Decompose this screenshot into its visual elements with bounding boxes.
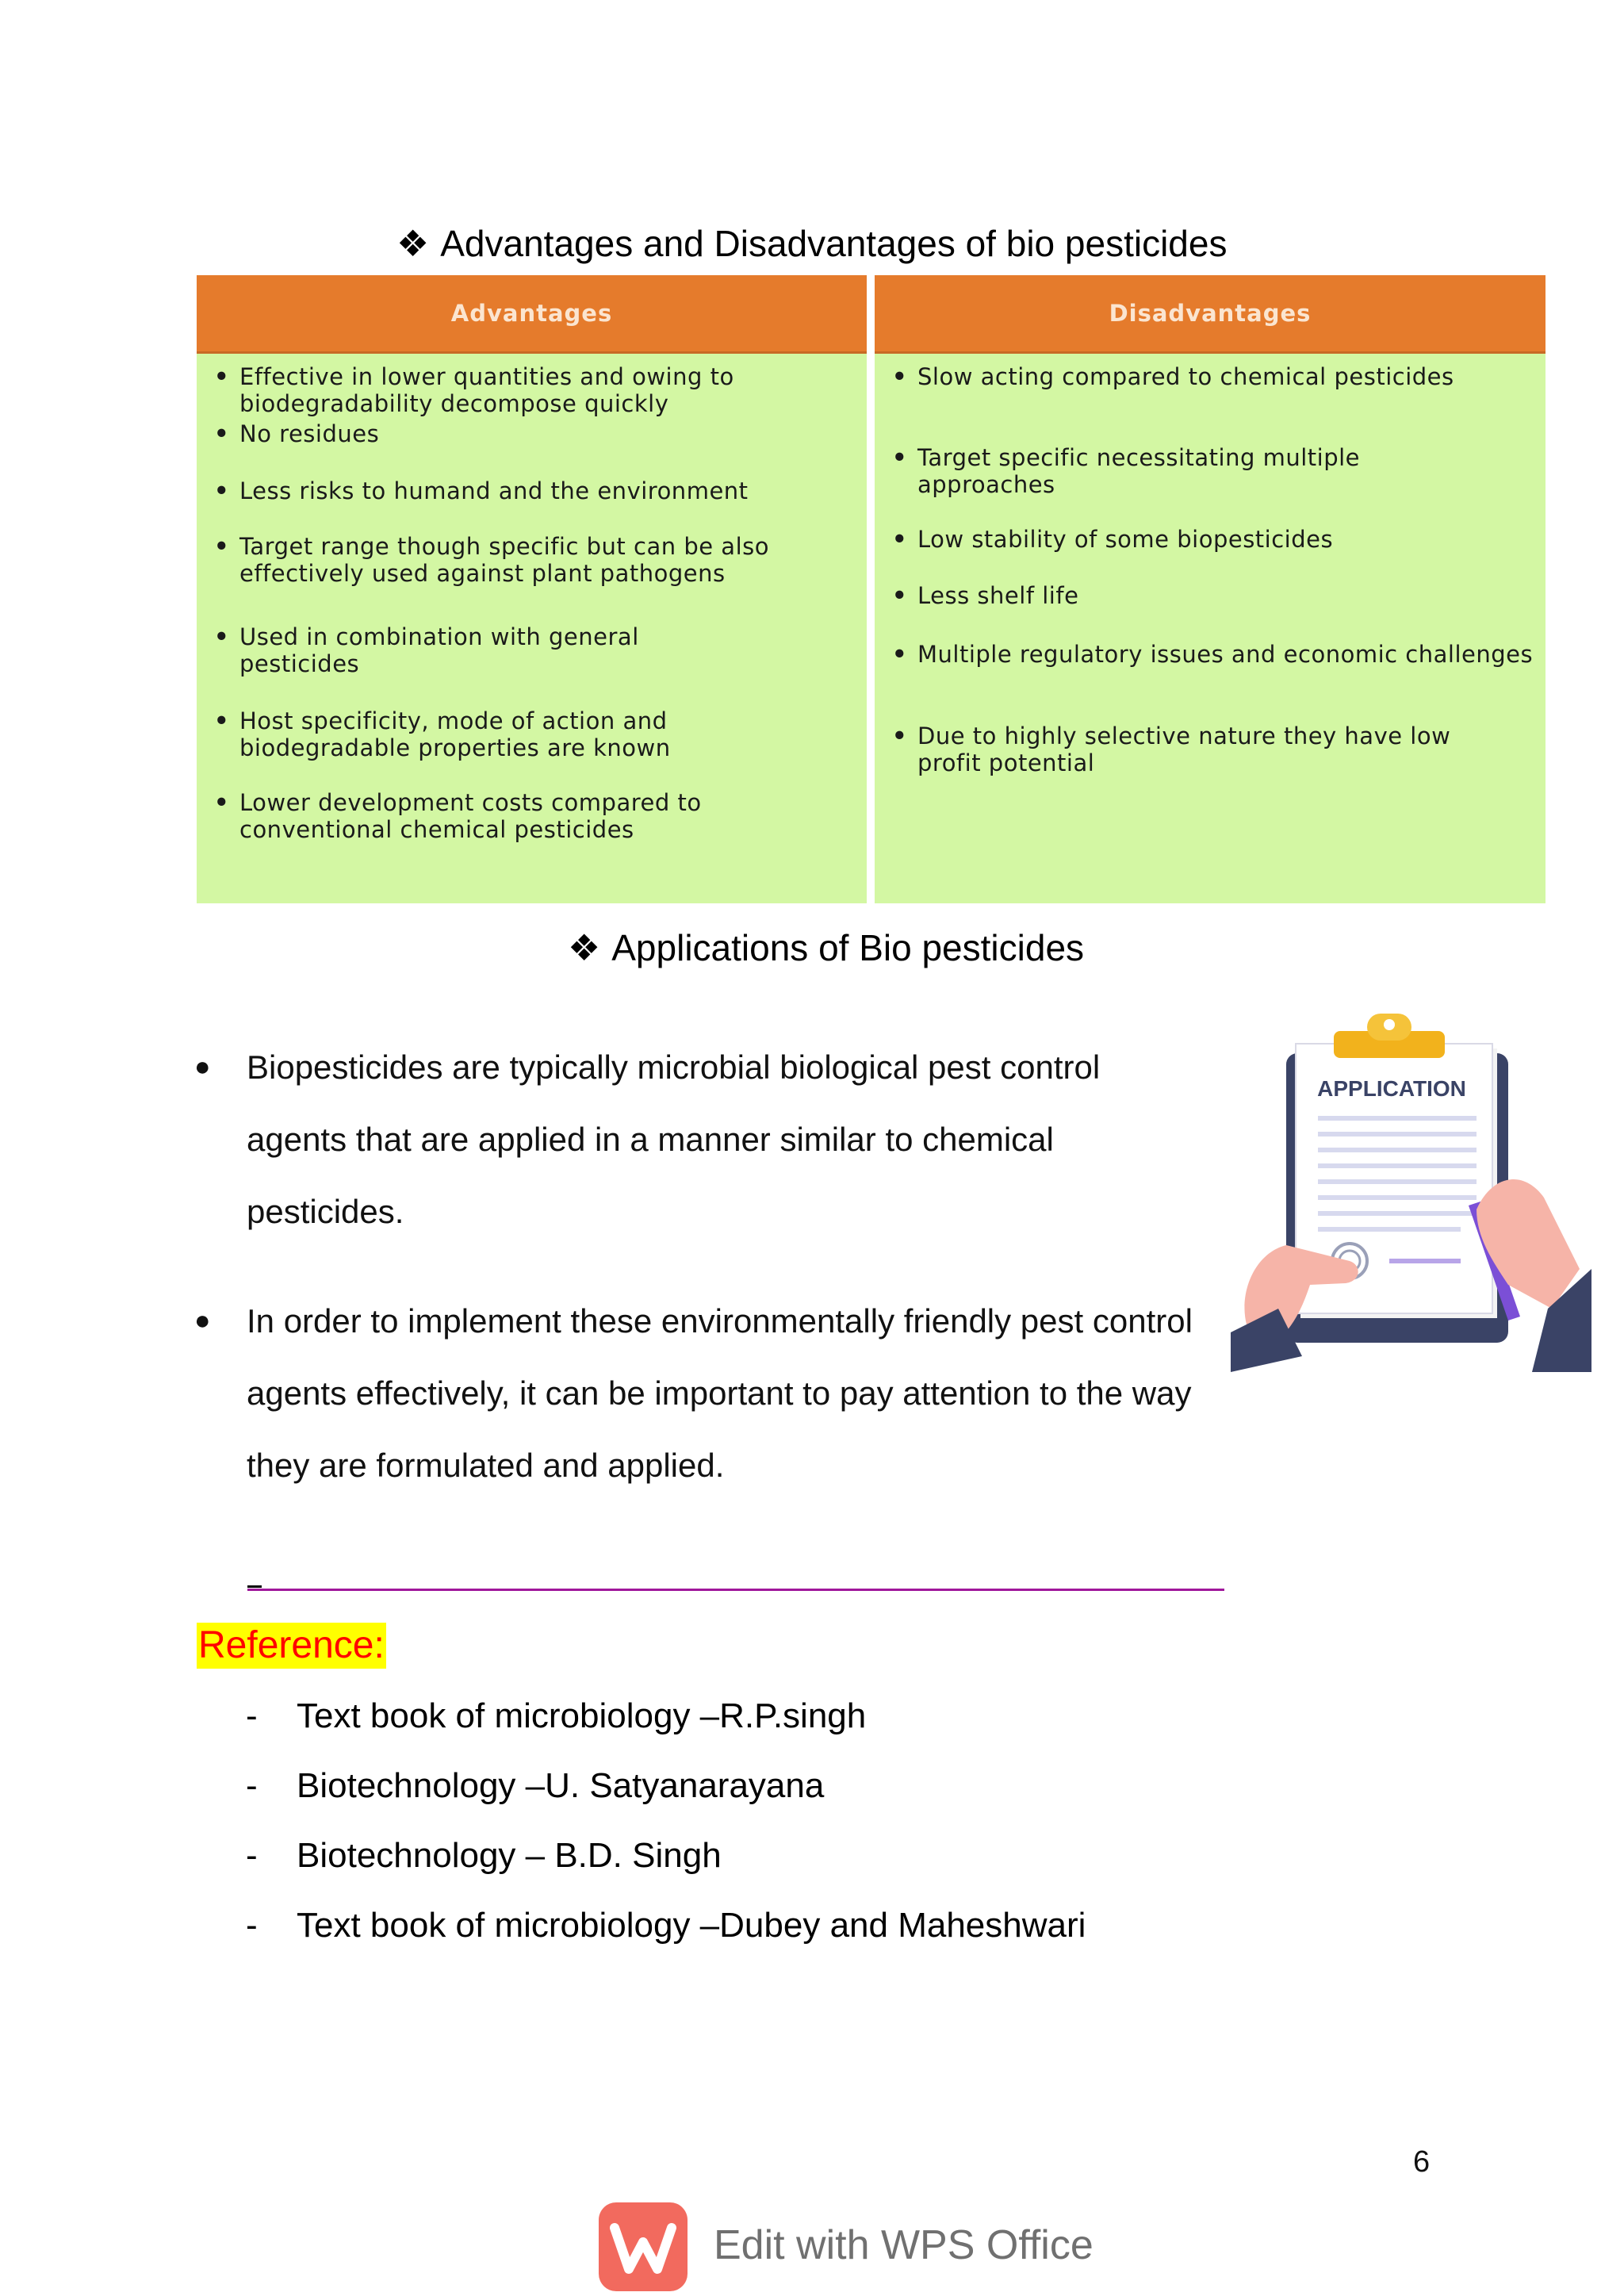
advantages-column <box>197 275 867 903</box>
advantage-item: • Less risks to humand and the environment <box>214 477 749 504</box>
wps-logo-icon <box>599 2202 688 2291</box>
diamond-bullet-icon: ❖ <box>568 927 601 968</box>
list-item: ● In order to implement these environmentally friendly pest control agents effectively, it can be important to pay attention to the way they are formulated and applied. <box>194 1285 1230 1501</box>
reference-item: - Biotechnology – B.D. Singh <box>246 1836 722 1875</box>
disadvantage-item: • Less shelf life <box>892 582 1079 609</box>
reference-item: - Text book of microbiology –Dubey and Maheshwari <box>246 1906 1086 1945</box>
clipboard-application-illustration <box>1231 1007 1591 1372</box>
disadvantages-header: Disadvantages <box>875 275 1545 354</box>
list-item: ● Biopesticides are typically microbial biological pest control agents that are applied in a manner similar to chemical pesticides. <box>194 1031 1166 1248</box>
disadvantage-item: • Target specific necessitating multiple approaches <box>892 444 1361 498</box>
reference-label: Reference: <box>197 1623 386 1669</box>
disadvantage-item: • Slow acting compared to chemical pesticides <box>892 363 1454 390</box>
section-title: Applications of Bio pesticides <box>611 927 1085 968</box>
section-heading-applications <box>568 926 1084 969</box>
advantages-disadvantages-table <box>197 275 1545 903</box>
advantage-item: • Target range though specific but can be also effectively used against plant pathogens <box>214 533 769 587</box>
page-number: 6 <box>1413 2145 1431 2179</box>
disadvantage-item: • Low stability of some biopesticides <box>892 526 1334 553</box>
divider-line <box>247 1589 1224 1591</box>
advantage-item: • Used in combination with general pesticides <box>214 623 639 677</box>
applications-list <box>194 1031 1225 1501</box>
disadvantages-column <box>875 275 1545 903</box>
advantage-item: • Lower development costs compared to conventional chemical pesticides <box>214 789 702 843</box>
section-title: Advantages and Disadvantages of bio pesticides <box>440 223 1228 264</box>
clipboard-label: APPLICATION <box>1317 1076 1466 1101</box>
reference-list <box>246 1681 1086 1961</box>
advantage-item: • Effective in lower quantities and owing to biodegradability decompose quickly <box>214 363 734 417</box>
disadvantage-item: • Multiple regulatory issues and economic challenges <box>892 641 1534 668</box>
bullet-icon: ● <box>194 1052 211 1082</box>
disadvantage-item: • Due to highly selective nature they have low profit potential <box>892 723 1451 776</box>
diamond-bullet-icon: ❖ <box>396 223 430 264</box>
advantages-header: Advantages <box>197 275 867 354</box>
bullet-icon: ● <box>194 1305 211 1336</box>
divider-dash <box>247 1585 262 1588</box>
reference-item: - Text book of microbiology –R.P.singh <box>246 1696 867 1735</box>
wps-edit-label[interactable]: Edit with WPS Office <box>714 2222 1094 2268</box>
reference-item: - Biotechnology –U. Satyanarayana <box>246 1766 825 1805</box>
advantage-item: • Host specificity, mode of action and biodegradable properties are known <box>214 707 671 761</box>
section-heading-advantages <box>396 222 1227 265</box>
advantage-item: • No residues <box>214 420 380 447</box>
